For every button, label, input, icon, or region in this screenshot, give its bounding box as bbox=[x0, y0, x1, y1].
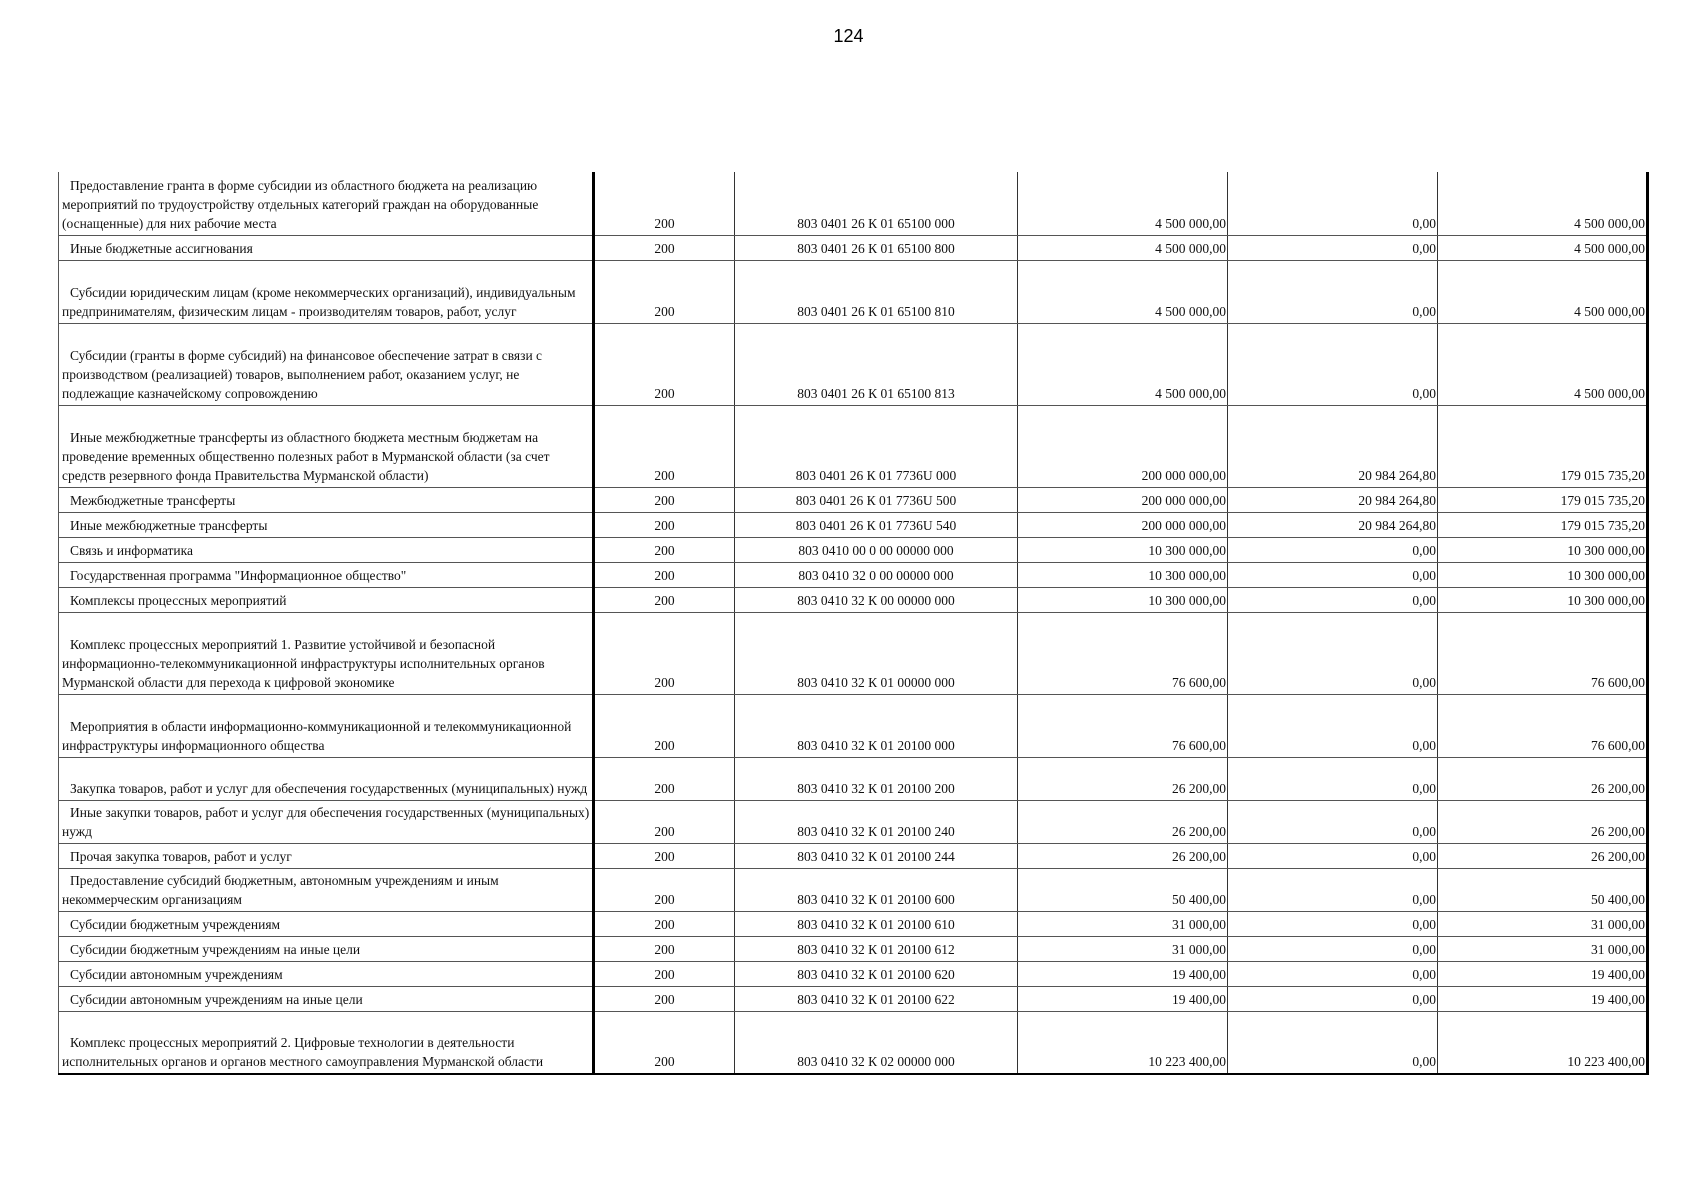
row-remaining-amount: 4 500 000,00 bbox=[1438, 260, 1648, 323]
row-remaining-amount: 26 200,00 bbox=[1438, 757, 1648, 800]
row-executed-amount: 0,00 bbox=[1228, 587, 1438, 612]
row-name: Иные бюджетные ассигнования bbox=[59, 235, 594, 260]
row-planned-amount: 4 500 000,00 bbox=[1018, 172, 1228, 235]
row-name: Государственная программа "Информационное общество" bbox=[59, 562, 594, 587]
row-name: Иные межбюджетные трансферты bbox=[59, 512, 594, 537]
row-code: 803 0401 26 К 01 65100 800 bbox=[735, 235, 1018, 260]
row-code: 803 0410 32 К 00 00000 000 bbox=[735, 587, 1018, 612]
row-executed-amount: 0,00 bbox=[1228, 800, 1438, 843]
page-number: 124 bbox=[833, 26, 864, 46]
row-executed-amount: 0,00 bbox=[1228, 537, 1438, 562]
row-code: 803 0410 32 К 01 20100 620 bbox=[735, 961, 1018, 986]
table-row bbox=[59, 512, 1648, 537]
table-row bbox=[59, 587, 1648, 612]
row-version: 200 bbox=[594, 260, 735, 323]
row-remaining-amount: 76 600,00 bbox=[1438, 694, 1648, 757]
row-version: 200 bbox=[594, 562, 735, 587]
row-planned-amount: 19 400,00 bbox=[1018, 986, 1228, 1011]
row-version: 200 bbox=[594, 235, 735, 260]
row-planned-amount: 200 000 000,00 bbox=[1018, 405, 1228, 487]
row-remaining-amount: 50 400,00 bbox=[1438, 868, 1648, 911]
row-remaining-amount: 179 015 735,20 bbox=[1438, 512, 1648, 537]
row-planned-amount: 26 200,00 bbox=[1018, 843, 1228, 868]
table-row bbox=[59, 986, 1648, 1011]
row-name: Межбюджетные трансферты bbox=[59, 487, 594, 512]
budget-table bbox=[58, 172, 1649, 1075]
row-executed-amount: 0,00 bbox=[1228, 1011, 1438, 1074]
row-planned-amount: 31 000,00 bbox=[1018, 936, 1228, 961]
row-executed-amount: 0,00 bbox=[1228, 323, 1438, 405]
row-version: 200 bbox=[594, 843, 735, 868]
row-version: 200 bbox=[594, 757, 735, 800]
row-executed-amount: 0,00 bbox=[1228, 260, 1438, 323]
row-code: 803 0410 32 К 01 20100 600 bbox=[735, 868, 1018, 911]
row-name: Комплексы процессных мероприятий bbox=[59, 587, 594, 612]
row-executed-amount: 20 984 264,80 bbox=[1228, 487, 1438, 512]
row-remaining-amount: 31 000,00 bbox=[1438, 911, 1648, 936]
row-name: Предоставление субсидий бюджетным, автономным учреждениям и иным некоммерческим организациям bbox=[59, 868, 594, 911]
row-code: 803 0410 32 К 01 20100 610 bbox=[735, 911, 1018, 936]
row-remaining-amount: 19 400,00 bbox=[1438, 986, 1648, 1011]
table-row bbox=[59, 936, 1648, 961]
row-version: 200 bbox=[594, 911, 735, 936]
row-name: Прочая закупка товаров, работ и услуг bbox=[59, 843, 594, 868]
table-row bbox=[59, 260, 1648, 323]
row-name: Иные межбюджетные трансферты из областного бюджета местным бюджетам на проведение временных общественно полезных работ в Мурманской области (за счет средств резервного фонда Правительства Мурманской области) bbox=[59, 405, 594, 487]
row-planned-amount: 10 300 000,00 bbox=[1018, 537, 1228, 562]
row-name: Предоставление гранта в форме субсидии из областного бюджета на реализацию мероприятий по трудоустройству отдельных категорий граждан на оборудованные (оснащенные) для них рабочие места bbox=[59, 172, 594, 235]
table-row bbox=[59, 612, 1648, 694]
row-code: 803 0410 32 К 01 20100 000 bbox=[735, 694, 1018, 757]
row-version: 200 bbox=[594, 323, 735, 405]
row-planned-amount: 4 500 000,00 bbox=[1018, 260, 1228, 323]
row-version: 200 bbox=[594, 1011, 735, 1074]
row-planned-amount: 200 000 000,00 bbox=[1018, 512, 1228, 537]
row-planned-amount: 26 200,00 bbox=[1018, 800, 1228, 843]
row-name: Субсидии (гранты в форме субсидий) на финансовое обеспечение затрат в связи с производством (реализацией) товаров, выполнением работ, оказанием услуг, не подлежащие казначейскому сопровождению bbox=[59, 323, 594, 405]
row-executed-amount: 20 984 264,80 bbox=[1228, 405, 1438, 487]
row-remaining-amount: 10 300 000,00 bbox=[1438, 537, 1648, 562]
row-executed-amount: 0,00 bbox=[1228, 694, 1438, 757]
table-row bbox=[59, 911, 1648, 936]
row-executed-amount: 0,00 bbox=[1228, 843, 1438, 868]
row-name: Комплекс процессных мероприятий 1. Развитие устойчивой и безопасной информационно-телекоммуникационной инфраструктуры исполнительных органов Мурманской области для перехода к цифровой экономике bbox=[59, 612, 594, 694]
row-name: Субсидии бюджетным учреждениям bbox=[59, 911, 594, 936]
row-executed-amount: 0,00 bbox=[1228, 961, 1438, 986]
row-remaining-amount: 26 200,00 bbox=[1438, 843, 1648, 868]
row-remaining-amount: 76 600,00 bbox=[1438, 612, 1648, 694]
row-executed-amount: 0,00 bbox=[1228, 757, 1438, 800]
row-code: 803 0410 32 К 01 20100 240 bbox=[735, 800, 1018, 843]
table-row bbox=[59, 235, 1648, 260]
row-code: 803 0410 00 0 00 00000 000 bbox=[735, 537, 1018, 562]
row-planned-amount: 10 223 400,00 bbox=[1018, 1011, 1228, 1074]
row-name: Субсидии юридическим лицам (кроме некоммерческих организаций), индивидуальным предпринимателям, физическим лицам - производителям товаров, работ, услуг bbox=[59, 260, 594, 323]
row-version: 200 bbox=[594, 512, 735, 537]
table-row bbox=[59, 843, 1648, 868]
row-code: 803 0401 26 К 01 7736U 500 bbox=[735, 487, 1018, 512]
table-row bbox=[59, 961, 1648, 986]
row-planned-amount: 4 500 000,00 bbox=[1018, 235, 1228, 260]
row-remaining-amount: 19 400,00 bbox=[1438, 961, 1648, 986]
table-row bbox=[59, 694, 1648, 757]
row-name: Закупка товаров, работ и услуг для обеспечения государственных (муниципальных) нужд bbox=[59, 757, 594, 800]
row-version: 200 bbox=[594, 868, 735, 911]
row-remaining-amount: 26 200,00 bbox=[1438, 800, 1648, 843]
row-name: Субсидии автономным учреждениям на иные цели bbox=[59, 986, 594, 1011]
row-name: Связь и информатика bbox=[59, 537, 594, 562]
row-code: 803 0410 32 К 01 20100 200 bbox=[735, 757, 1018, 800]
row-executed-amount: 0,00 bbox=[1228, 235, 1438, 260]
row-version: 200 bbox=[594, 612, 735, 694]
row-version: 200 bbox=[594, 487, 735, 512]
row-code: 803 0401 26 К 01 7736U 000 bbox=[735, 405, 1018, 487]
row-name: Иные закупки товаров, работ и услуг для обеспечения государственных (муниципальных) нужд bbox=[59, 800, 594, 843]
row-executed-amount: 0,00 bbox=[1228, 936, 1438, 961]
row-executed-amount: 0,00 bbox=[1228, 868, 1438, 911]
row-version: 200 bbox=[594, 587, 735, 612]
row-remaining-amount: 4 500 000,00 bbox=[1438, 172, 1648, 235]
row-version: 200 bbox=[594, 986, 735, 1011]
row-executed-amount: 0,00 bbox=[1228, 172, 1438, 235]
row-code: 803 0410 32 К 02 00000 000 bbox=[735, 1011, 1018, 1074]
row-name: Комплекс процессных мероприятий 2. Цифровые технологии в деятельности исполнительных органов и органов местного самоуправления Мурманской области bbox=[59, 1011, 594, 1074]
row-name: Субсидии бюджетным учреждениям на иные цели bbox=[59, 936, 594, 961]
table-row bbox=[59, 323, 1648, 405]
row-planned-amount: 50 400,00 bbox=[1018, 868, 1228, 911]
row-code: 803 0401 26 К 01 65100 000 bbox=[735, 172, 1018, 235]
table-row bbox=[59, 757, 1648, 800]
table-row bbox=[59, 172, 1648, 235]
row-remaining-amount: 10 223 400,00 bbox=[1438, 1011, 1648, 1074]
table-row bbox=[59, 1011, 1648, 1074]
table-row bbox=[59, 487, 1648, 512]
row-remaining-amount: 10 300 000,00 bbox=[1438, 562, 1648, 587]
row-planned-amount: 10 300 000,00 bbox=[1018, 587, 1228, 612]
row-planned-amount: 31 000,00 bbox=[1018, 911, 1228, 936]
row-version: 200 bbox=[594, 694, 735, 757]
row-planned-amount: 4 500 000,00 bbox=[1018, 323, 1228, 405]
row-version: 200 bbox=[594, 800, 735, 843]
row-planned-amount: 10 300 000,00 bbox=[1018, 562, 1228, 587]
row-executed-amount: 0,00 bbox=[1228, 911, 1438, 936]
row-code: 803 0401 26 К 01 7736U 540 bbox=[735, 512, 1018, 537]
row-version: 200 bbox=[594, 172, 735, 235]
row-executed-amount: 0,00 bbox=[1228, 562, 1438, 587]
row-executed-amount: 0,00 bbox=[1228, 612, 1438, 694]
row-version: 200 bbox=[594, 537, 735, 562]
row-planned-amount: 76 600,00 bbox=[1018, 694, 1228, 757]
row-code: 803 0410 32 К 01 00000 000 bbox=[735, 612, 1018, 694]
row-planned-amount: 26 200,00 bbox=[1018, 757, 1228, 800]
row-version: 200 bbox=[594, 405, 735, 487]
row-remaining-amount: 179 015 735,20 bbox=[1438, 487, 1648, 512]
row-code: 803 0401 26 К 01 65100 813 bbox=[735, 323, 1018, 405]
row-name: Мероприятия в области информационно-коммуникационной и телекоммуникационной инфраструктуры информационного общества bbox=[59, 694, 594, 757]
row-remaining-amount: 4 500 000,00 bbox=[1438, 323, 1648, 405]
table-row bbox=[59, 562, 1648, 587]
row-name: Субсидии автономным учреждениям bbox=[59, 961, 594, 986]
row-planned-amount: 19 400,00 bbox=[1018, 961, 1228, 986]
row-remaining-amount: 4 500 000,00 bbox=[1438, 235, 1648, 260]
table-row bbox=[59, 537, 1648, 562]
row-remaining-amount: 179 015 735,20 bbox=[1438, 405, 1648, 487]
row-executed-amount: 20 984 264,80 bbox=[1228, 512, 1438, 537]
row-code: 803 0410 32 К 01 20100 244 bbox=[735, 843, 1018, 868]
row-code: 803 0401 26 К 01 65100 810 bbox=[735, 260, 1018, 323]
row-planned-amount: 200 000 000,00 bbox=[1018, 487, 1228, 512]
row-planned-amount: 76 600,00 bbox=[1018, 612, 1228, 694]
row-executed-amount: 0,00 bbox=[1228, 986, 1438, 1011]
row-remaining-amount: 10 300 000,00 bbox=[1438, 587, 1648, 612]
row-version: 200 bbox=[594, 936, 735, 961]
row-code: 803 0410 32 К 01 20100 612 bbox=[735, 936, 1018, 961]
row-code: 803 0410 32 0 00 00000 000 bbox=[735, 562, 1018, 587]
row-remaining-amount: 31 000,00 bbox=[1438, 936, 1648, 961]
table-row bbox=[59, 800, 1648, 843]
row-code: 803 0410 32 К 01 20100 622 bbox=[735, 986, 1018, 1011]
table-row bbox=[59, 405, 1648, 487]
table-row bbox=[59, 868, 1648, 911]
row-version: 200 bbox=[594, 961, 735, 986]
